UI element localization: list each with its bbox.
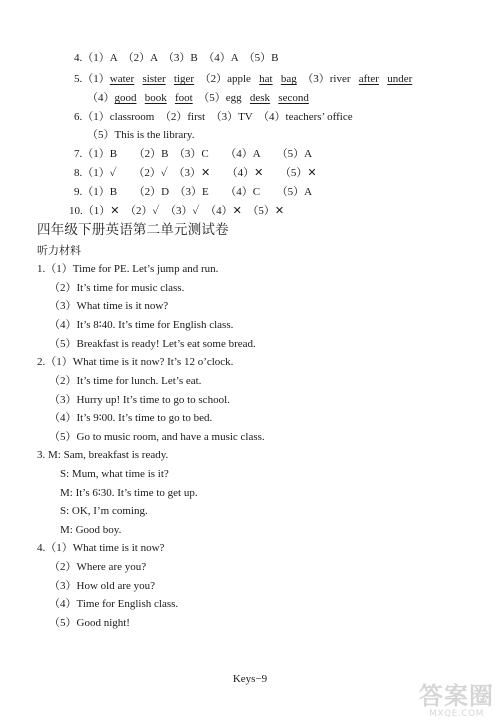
- q5-word-after: after: [358, 73, 379, 85]
- q5b-part5: （5）egg: [198, 92, 242, 104]
- listening-line: M: It’s 6∶30. It’s time to get up.: [60, 487, 198, 499]
- answer-q7: 7.（1）B （2）B （3）C （4）A （5）A: [74, 148, 313, 160]
- listening-line: （2）It’s time for music class.: [49, 282, 185, 294]
- q5-word-bag: bag: [280, 73, 297, 85]
- answer-q6-line2: （5）This is the library.: [87, 129, 195, 141]
- listening-line: 4.（1）What time is it now?: [37, 542, 165, 554]
- answer-q5-line1: [74, 72, 412, 86]
- q5b-prefix: （4）: [87, 92, 115, 104]
- q5-word-tiger: tiger: [173, 73, 195, 85]
- q5-part2: （2）apple: [199, 73, 251, 85]
- listening-line: 2.（1）What time is it now? It’s 12 o’clock.: [37, 356, 234, 368]
- listening-line: M: Good boy.: [60, 524, 122, 536]
- watermark-top: 答案圈: [419, 682, 494, 710]
- listening-line: （5）Go to music room, and have a music class.: [49, 431, 265, 443]
- q5-word-water: water: [109, 73, 135, 85]
- listening-line: S: OK, I’m coming.: [60, 505, 148, 517]
- listening-line: （3）How old are you?: [49, 580, 156, 592]
- listening-line: （5）Breakfast is ready! Let’s eat some bread.: [49, 338, 256, 350]
- listening-line: （3）What time is it now?: [49, 300, 169, 312]
- watermark-bottom: MXQE.COM: [429, 709, 484, 719]
- answer-q6: 6.（1）classroom （2）first （3）TV （4）teachers’ office: [74, 111, 353, 123]
- listening-line: （4）Time for English class.: [49, 598, 179, 610]
- answer-q4: 4.（1）A （2）A （3）B （4）A （5）B: [74, 52, 279, 64]
- q5-word-hat: hat: [259, 73, 273, 85]
- listening-line: （4）It’s 9∶00. It’s time to go to bed.: [49, 412, 213, 424]
- listening-line: （3）Hurry up! It’s time to go to school.: [49, 394, 230, 406]
- section-title: 四年级下册英语第二单元测试卷: [37, 222, 229, 238]
- q5-word-under: under: [387, 73, 413, 85]
- listening-line: 3. M: Sam, breakfast is ready.: [37, 449, 169, 461]
- answer-q8: 8.（1）✓ （2）✓ （3）✕ （4）✕ （5）✕: [74, 167, 317, 179]
- answer-q10: 10.（1）✕ （2）✓ （3）✓ （4）✕ （5）✕: [69, 205, 285, 217]
- q5-word-book: book: [144, 92, 167, 104]
- watermark-logo: [419, 684, 494, 719]
- q5-prefix: 5.（1）: [74, 73, 110, 85]
- page-footer: Keys−9: [232, 673, 268, 685]
- q5-word-foot: foot: [175, 92, 193, 104]
- listening-line: （2）Where are you?: [49, 561, 147, 573]
- listening-line: 1.（1）Time for PE. Let’s jump and run.: [37, 263, 219, 275]
- listening-line: （5）Good night!: [49, 617, 130, 629]
- listening-line: （4）It’s 8∶40. It’s time for English class.: [49, 319, 234, 331]
- q5-part3: （3）river: [302, 73, 351, 85]
- q5-word-sister: sister: [142, 73, 166, 85]
- listening-line: S: Mum, what time is it?: [60, 468, 169, 480]
- answer-q5-line2: [87, 91, 309, 105]
- answer-q9: 9.（1）B （2）D （3）E （4）C （5）A: [74, 186, 313, 198]
- q5-word-desk: desk: [249, 92, 271, 104]
- q5-word-second: second: [278, 92, 309, 104]
- listening-line: （2）It’s time for lunch. Let’s eat.: [49, 375, 202, 387]
- section-subtitle: 听力材料: [37, 244, 81, 257]
- q5-word-good: good: [114, 92, 137, 104]
